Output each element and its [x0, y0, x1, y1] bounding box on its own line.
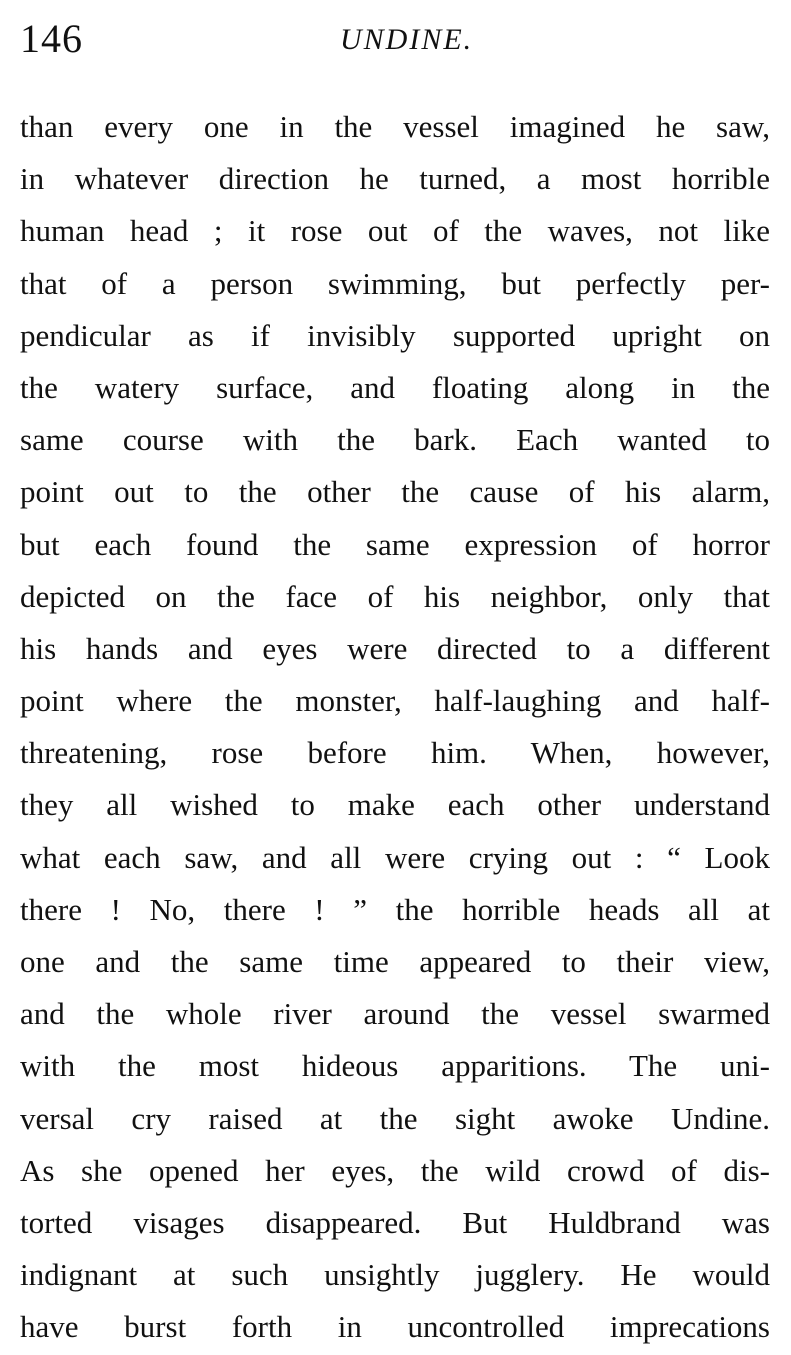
text-line: have burst forth in uncontrolled imprecations — [20, 1309, 770, 1345]
text-line: point out to the other the cause of his alarm, — [20, 474, 770, 510]
text-line: what each saw, and all were crying out : “ Look — [20, 839, 770, 875]
text-line: As she opened her eyes, the wild crowd of dis- — [20, 1152, 770, 1188]
running-head — [20, 14, 770, 64]
page-number: 146 — [20, 16, 83, 61]
text-line: with the most hideous apparitions. The uni- — [20, 1048, 770, 1084]
text-line: same course with the bark. Each wanted to — [20, 422, 770, 458]
text-line: threatening, rose before him. When, however, — [20, 735, 770, 771]
text-line: one and the same time appeared to their view, — [20, 944, 770, 979]
text-line: they all wished to make each other understand — [20, 787, 770, 823]
text-line: point where the monster, half-laughing and half- — [20, 683, 770, 719]
text-line: versal cry raised at the sight awoke Undine. — [20, 1100, 770, 1136]
text-line: in whatever direction he turned, a most horrible — [20, 161, 770, 197]
text-line: depicted on the face of his neighbor, only that — [20, 578, 770, 614]
text-line: there ! No, there ! ” the horrible heads all at — [20, 891, 770, 927]
text-line: and the whole river around the vessel swarmed — [20, 996, 770, 1032]
text-line: but each found the same expression of horror — [20, 526, 770, 562]
text-line: torted visages disappeared. But Huldbrand was — [20, 1204, 770, 1240]
body-text — [20, 101, 770, 1354]
text-line: his hands and eyes were directed to a different — [20, 630, 770, 666]
text-line: human head ; it rose out of the waves, not like — [20, 213, 770, 249]
text-line: that of a person swimming, but perfectly per- — [20, 265, 770, 301]
running-title: UNDINE. — [340, 23, 474, 56]
text-line: pendicular as if invisibly supported upright on — [20, 317, 770, 353]
text-line: the watery surface, and floating along in the — [20, 369, 770, 405]
text-line: indignant at such unsightly jugglery. He would — [20, 1257, 770, 1293]
text-line: than every one in the vessel imagined he saw, — [20, 109, 770, 144]
